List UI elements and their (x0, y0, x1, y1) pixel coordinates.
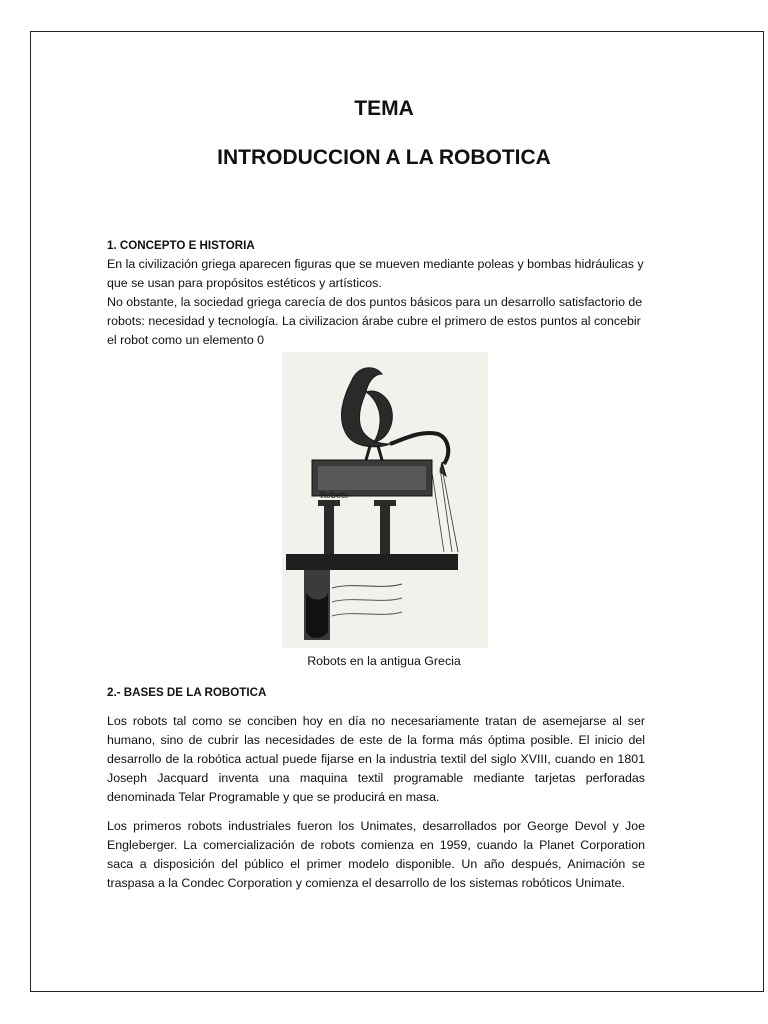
page-subtitle: INTRODUCCION A LA ROBOTICA (217, 146, 551, 169)
section-2 (107, 683, 645, 893)
section-1 (107, 236, 645, 350)
page-title: TEMA (354, 97, 414, 120)
bird-automaton-drawing (282, 352, 488, 648)
section-1-paragraph-1: En la civilización griega aparecen figuras que se mueven mediante poleas y bombas hidráulicas y que se usan para propósitos estéticos y artísticos. (107, 257, 644, 290)
section-1-paragraph-2: No obstante, la sociedad griega carecía de dos puntos básicos para un desarrollo satisfactorio de robots: necesidad y tecnología. La civilizacion árabe cubre el primero de estos puntos al concebir el robot como un elemento 0 (107, 295, 643, 347)
section-2-heading: 2.- BASES DE LA ROBOTICA (107, 686, 267, 699)
figure-caption: Robots en la antigua Grecia (307, 654, 461, 668)
section-2-paragraph-2: Los primeros robots industriales fueron los Unimates, desarrollados por George Devol y Joe Engleberger. La comercialización de robots comienza en 1959, cuando la Planet Corporation saca a disposición del público el primer modelo disponible. Un año después, Animación se traspasa a la Condec Corporation y comienza el desarrollo de los sistemas robóticos Unimate. (107, 819, 645, 890)
section-1-heading: 1. CONCEPTO E HISTORIA (107, 239, 255, 252)
ancient-robot-illustration (282, 352, 488, 648)
figure-label: Robots (320, 491, 349, 500)
section-2-paragraph-1: Los robots tal como se conciben hoy en día no necesariamente tratan de asemejarse al ser humano, sino de cubrir las necesidades de este de la forma más óptima posible. El inicio del desarrollo de la robótica actual puede fijarse en la industria textil del siglo XVIII, cuando en 1801 Joseph Jacquard inventa una maquina textil programable mediante tarjetas perforadas denominada Telar Programable y que se producirá en masa. (107, 714, 645, 804)
